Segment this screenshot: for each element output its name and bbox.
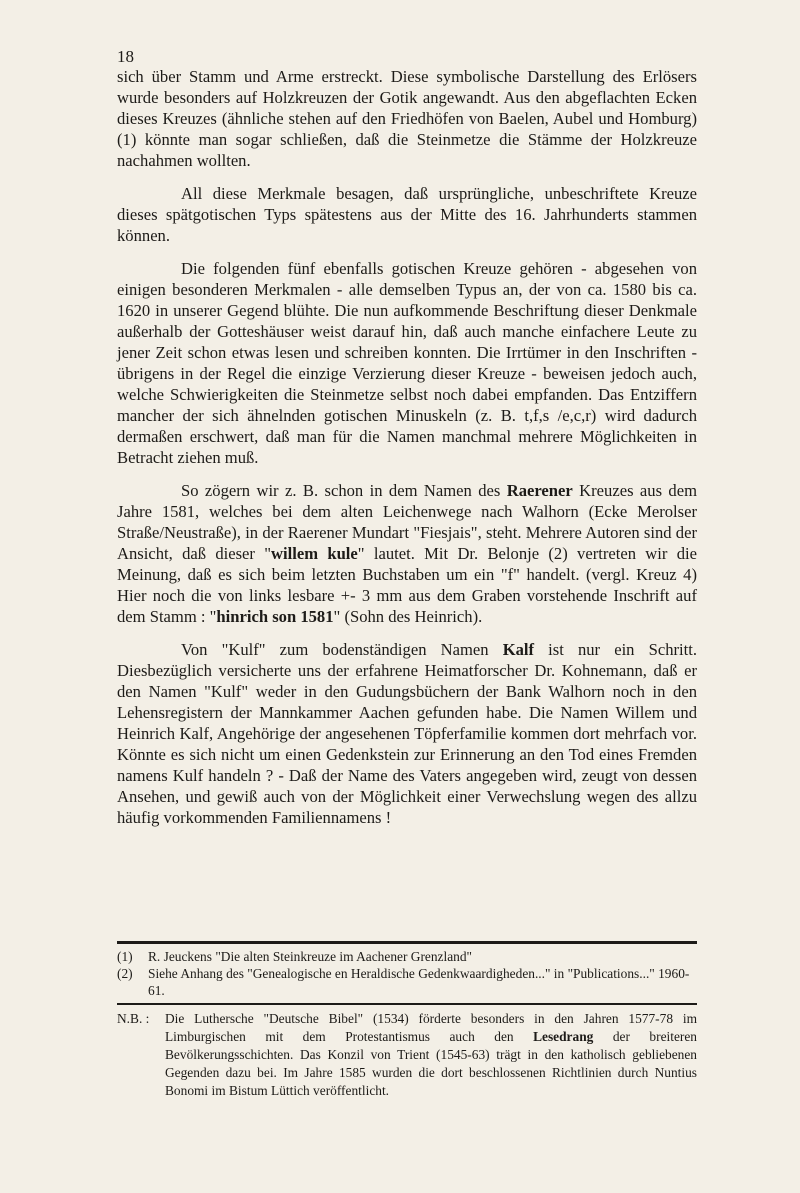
nb-bold-lesedrang: Lesedrang [533, 1029, 594, 1044]
footnotes [117, 948, 697, 999]
footnote-1-text: R. Jeuckens "Die alten Steinkreuze im Aachener Grenzland" [148, 949, 473, 964]
footnote-2 [117, 965, 697, 999]
p4-seg-2: Kreuzes aus dem Jahre 1581, welches bei dem alten Leichenwege nach Walhorn (Ecke Merolser Straße/Neustraße), in der Raerener Mundart "Fiesjais", steht. Mehrere Autoren sind der Ansicht, daß dieser " [117, 481, 698, 563]
nb-text [165, 1010, 697, 1100]
body-text [117, 66, 697, 840]
footnote-1-mark: (1) [117, 949, 133, 964]
p4-bold-willem-kule: willem kule [271, 544, 358, 563]
p5-bold-kalf: Kalf [502, 640, 535, 659]
page-number: 18 [117, 47, 134, 66]
nb-seg-0: Die Luthersche "Deutsche Bibel" (1534) förderte besonders in den Jahren 1577-78 im Limburgischen mit dem Protestantismus auch den [165, 1011, 697, 1044]
nb-divider [117, 1003, 697, 1005]
nb-row [117, 1010, 697, 1100]
paragraph-5 [117, 639, 697, 828]
p5-seg-0: Von "Kulf" zum bodenständigen Namen [181, 640, 503, 659]
paragraph-3 [117, 258, 697, 468]
footnote-1 [117, 948, 697, 965]
nb-note [117, 1010, 697, 1100]
footnote-divider [117, 941, 697, 944]
nb-seg-2: der breiteren Bevölkerungsschichten. Das Konzil von Trient (1545-63) trägt in den katholisch gebliebenen Gegenden dazu bei. Im Jahre 1585 wurden die dort beschlossenen Richtlinien durch Nuntius Bonomi im Bistum Lüttich veröffentlicht. [165, 1029, 697, 1098]
p3-seg-0: Die folgenden fünf ebenfalls gotischen Kreuze gehören - abgesehen von einigen besonderen Merkmalen - alle demselben Typus an, der von ca. 1580 bis ca. 1620 in unserer Gegend blühte. Die nun aufkommende Beschriftung dieser Denkmale außerhalb der Gotteshäuser weist darauf hin, daß auch manche einfachere Leute zu jener Zeit schon etwas lesen und schreiben konnten. Die Irrtümer in den Inschriften - übrigens in der Regel die einzige Verzierung dieser Kreuze - beweisen jedoch auch, welche Schwierigkeiten die Steinmetze selbst noch dabei empfanden. Das Entziffern mancher der sich ähnelnden gotischen Minuskeln (z. B. t,f,s /e,c,r) wird dadurch dermaßen erschwert, daß man für die Namen manchmal mehrere Möglichkeiten in Betracht ziehen muß. [117, 259, 697, 467]
paragraph-1 [117, 66, 697, 171]
p2-seg-0: All diese Merkmale besagen, daß ursprüngliche, unbeschriftete Kreuze dieses spätgotischen Typs spätestens aus der Mitte des 16. Jahrhunderts stammen können. [117, 184, 697, 245]
footnote-2-mark: (2) [117, 966, 133, 981]
p5-seg-2: ist nur ein Schritt. Diesbezüglich versicherte uns der erfahrene Heimatforscher Dr. Kohnemann, daß er den Namen "Kulf" weder in den Gudungsbüchern der Bank Walhorn noch in den Lehensregistern der Mannkammer Aachen gefunden habe. Die Namen Willem und Heinrich Kalf, Angehörige der angesehenen Töpferfamilie kommen dort mehrfach vor. Könnte es sich nicht um einen Gedenkstein zur Erinnerung an den Tod eines Fremden namens Kulf handeln ? - Daß der Name des Vaters angegeben wird, zeugt von dessen Ansehen, und gewiß auch von der Möglichkeit einer Verwechslung wegen des allzu häufig vorkommenden Familiennamens ! [117, 640, 698, 827]
paragraph-4 [117, 480, 697, 627]
p4-bold-raerener: Raerener [506, 481, 573, 500]
p4-bold-inscription: hinrich son 1581 [216, 607, 334, 626]
footnote-2-text: Siehe Anhang des "Genealogische en Heraldische Gedenkwaardigheden..." in "Publications..." 1960-61. [148, 966, 690, 998]
nb-label: N.B. : [117, 1011, 150, 1026]
p4-seg-4: " lautet. Mit Dr. Belonje (2) vertreten wir die Meinung, daß es sich beim letzten Buchstaben um ein "f" handelt. (vergl. Kreuz 4) Hier noch die von links lesbare +- 3 mm aus dem Graben vorstehende Inschrift auf dem Stamm : " [117, 544, 697, 626]
p1-seg-0: sich über Stamm und Arme erstreckt. Diese symbolische Darstellung des Erlösers wurde besonders auf Holzkreuzen der Gotik angewandt. Aus den abgeflachten Ecken dieses Kreuzes (ähnliche stehen auf den Friedhöfen von Baelen, Aubel und Homburg) (1) könnte man sogar schließen, daß die Steinmetze die Stämme der Holzkreuze nachahmen wollten. [117, 67, 697, 170]
paragraph-2 [117, 183, 697, 246]
p4-seg-0: So zögern wir z. B. schon in dem Namen des [181, 481, 507, 500]
p4-seg-6: " (Sohn des Heinrich). [333, 607, 483, 626]
